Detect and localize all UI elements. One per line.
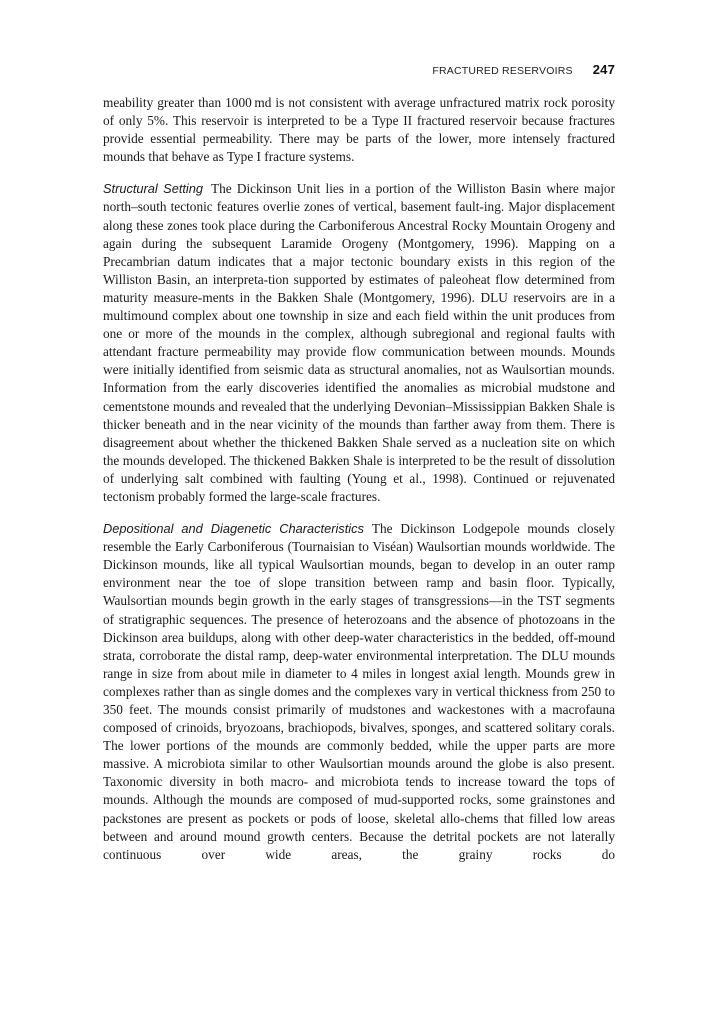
paragraph-text: meability greater than 1000 md is not consistent with average unfractured matrix rock porosity of only 5%. This reservoir is interpreted to be a Type II fractured reservoir because fractures provide essential permeability. There may be parts of the lower, more intensely fractured mounds that behave as Type I fracture systems.	[103, 95, 615, 165]
paragraph-intro-continuation	[103, 94, 615, 166]
section-heading-structural-setting: Structural Setting	[103, 181, 204, 197]
paragraph-depositional-diagenetic	[103, 520, 615, 864]
page-number: 247	[592, 62, 615, 77]
paragraph-text: The Dickinson Lodgepole mounds closely resemble the Early Carboniferous (Tournaisian to Viséan) Waulsortian mounds worldwide. The Dickinson mounds, like all typical Waulsortian mounds, began to develop in an outer ramp environment near the toe of slope transition between ramp and basin floor. Typically, Waulsortian mounds begin growth in the early stages of transgressions—in the TST segments of stratigraphic sequences. The presence of heterozoans and the absence of photozoans in the Dickinson area buildups, along with other deep-water characteristics in the bedded, off-mound strata, corroborate the distal ramp, deep-water environmental interpretation. The DLU mounds range in size from about mile in diameter to 4 miles in longest axial length. Mounds grew in complexes rather than as single domes and the complexes vary in vertical thickness from 250 to 350 feet. The mounds consist primarily of mudstones and wackestones with a macrofauna composed of crinoids, bryozoans, brachiopods, bivalves, sponges, and scattered solitary corals. The lower portions of the mounds are commonly bedded, while the upper parts are more massive. A microbiota similar to other Waulsortian mounds around the globe is also present. Taxonomic diversity in both macro- and microbiota tends to increase toward the tops of mounds. Although the mounds are composed of mud-supported rocks, some grainstones and packstones are present as pockets or pods of loose, skeletal allo-chems that filled low areas between and around mound growth centers. Because the detrital pockets are not laterally continuous over wide areas, the grainy rocks do	[103, 521, 615, 862]
section-heading-depositional-diagenetic: Depositional and Diagenetic Characteristics	[103, 521, 364, 537]
running-head	[103, 62, 615, 77]
paragraph-structural-setting	[103, 180, 615, 506]
running-title: FRACTURED RESERVOIRS	[432, 65, 573, 77]
body-text	[103, 94, 615, 878]
paragraph-text: The Dickinson Unit lies in a portion of the Williston Basin where major north–south tectonic features overlie zones of vertical, basement fault-ing. Major displacement along these zones took place during the Carboniferous Ancestral Rocky Mountain Orogeny and again during the subsequent Laramide Orogeny (Montgomery, 1996). Mapping on a Precambrian datum indicates that a major tectonic boundary exists in this region of the Williston Basin, an interpreta-tion supported by estimates of paleoheat flow determined from maturity measure-ments in the Bakken Shale (Montgomery, 1996). DLU reservoirs are in a multimound complex about one township in size and each field within the unit produces from one or more of the mounds in the complex, although subregional and regional faults with attendant fracture permeability may provide flow communication between mounds. Mounds were initially identified from seismic data as structural anomalies, not as Waulsortian mounds. Information from the early discoveries identified the anomalies as microbial mudstone and cementstone mounds and revealed that the underlying Devonian–Mississippian Bakken Shale is thicker beneath and in the near vicinity of the mounds than farther away from them. There is disagreement about whether the thickened Bakken Shale served as a nucleation site on which the mounds developed. The thickened Bakken Shale is interpreted to be the result of dissolution of underlying salt combined with faulting (Young et al., 1998). Continued or rejuvenated tectonism probably formed the large-scale fractures.	[103, 181, 615, 504]
